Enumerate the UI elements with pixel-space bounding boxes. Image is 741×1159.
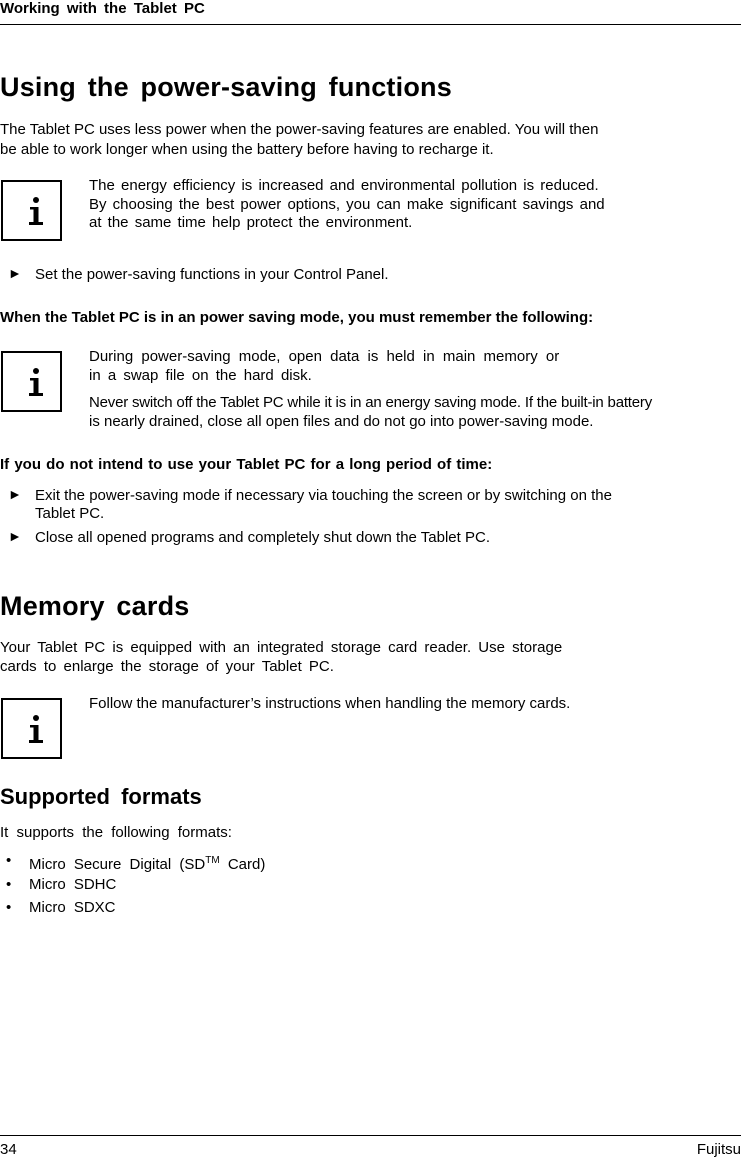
note2-line2: in a swap file on the hard disk. <box>89 367 312 384</box>
triangle-right-icon: ► <box>8 265 22 281</box>
memory-cards-intro-line1: Your Tablet PC is equipped with an integrated storage card reader. Use storage <box>0 639 563 656</box>
format-item-micro-sdxc: Micro SDXC <box>29 899 116 916</box>
step-close-programs: Close all opened programs and completely shut down the Tablet PC. <box>35 529 490 546</box>
format-item-micro-sd-prefix: Micro Secure Digital (SD <box>29 856 206 873</box>
note-box-1 <box>1 180 62 241</box>
note2-line3: Never switch off the Tablet PC while it is in an energy saving mode. If the built-in battery <box>89 394 653 411</box>
power-saving-intro-line1: The Tablet PC uses less power when the power-saving features are enabled. You will then <box>0 121 599 138</box>
memory-cards-intro-line2: cards to enlarge the storage of your Tablet PC. <box>0 658 334 675</box>
bullet-dot-icon: • <box>6 876 12 893</box>
info-icon <box>3 182 60 239</box>
note2-line1: During power-saving mode, open data is held in main memory or <box>89 348 560 365</box>
note1-line3: at the same time help protect the environment. <box>89 214 413 231</box>
section-title-memory-cards: Memory cards <box>0 591 190 621</box>
subheading-long-period: If you do not intend to use your Tablet PC for a long period of time: <box>0 456 493 473</box>
subheading-power-saving-mode: When the Tablet PC is in an power saving mode, you must remember the following: <box>0 309 594 326</box>
step-set-power-saving: Set the power-saving functions in your Control Panel. <box>35 266 389 283</box>
format-item-micro-sdhc: Micro SDHC <box>29 876 117 893</box>
note1-line1: The energy efficiency is increased and environmental pollution is reduced. <box>89 177 599 194</box>
power-saving-intro-line2: be able to work longer when using the battery before having to recharge it. <box>0 141 494 158</box>
header-rule <box>0 24 741 25</box>
trademark-superscript: TM <box>205 855 220 866</box>
bullet-dot-icon: • <box>6 852 12 869</box>
memory-cards-note: Follow the manufacturer’s instructions when handling the memory cards. <box>89 695 571 712</box>
footer-brand: Fujitsu <box>696 1141 741 1158</box>
triangle-right-icon: ► <box>8 528 22 544</box>
running-header: Working with the Tablet PC <box>0 0 205 17</box>
note2-line4: is nearly drained, close all open files and do not go into power-saving mode. <box>89 413 594 430</box>
step-exit-power-saving-line1: Exit the power-saving mode if necessary via touching the screen or by switching on the <box>35 487 612 504</box>
format-item-micro-sd-suffix: Card) <box>219 856 266 873</box>
format-item-micro-sd <box>29 851 265 875</box>
note-box-2 <box>1 351 62 412</box>
section-title-supported-formats: Supported formats <box>0 784 202 809</box>
info-icon <box>3 700 60 757</box>
page-number: 34 <box>0 1141 17 1158</box>
footer-rule <box>0 1135 741 1136</box>
formats-intro: It supports the following formats: <box>0 824 232 841</box>
section-title-power-saving: Using the power-saving functions <box>0 72 452 102</box>
note-box-3 <box>1 698 62 759</box>
bullet-dot-icon: • <box>6 899 12 916</box>
triangle-right-icon: ► <box>8 486 22 502</box>
info-icon <box>3 353 60 410</box>
note1-line2: By choosing the best power options, you can make significant savings and <box>89 196 605 213</box>
step-exit-power-saving-line2: Tablet PC. <box>35 505 105 522</box>
